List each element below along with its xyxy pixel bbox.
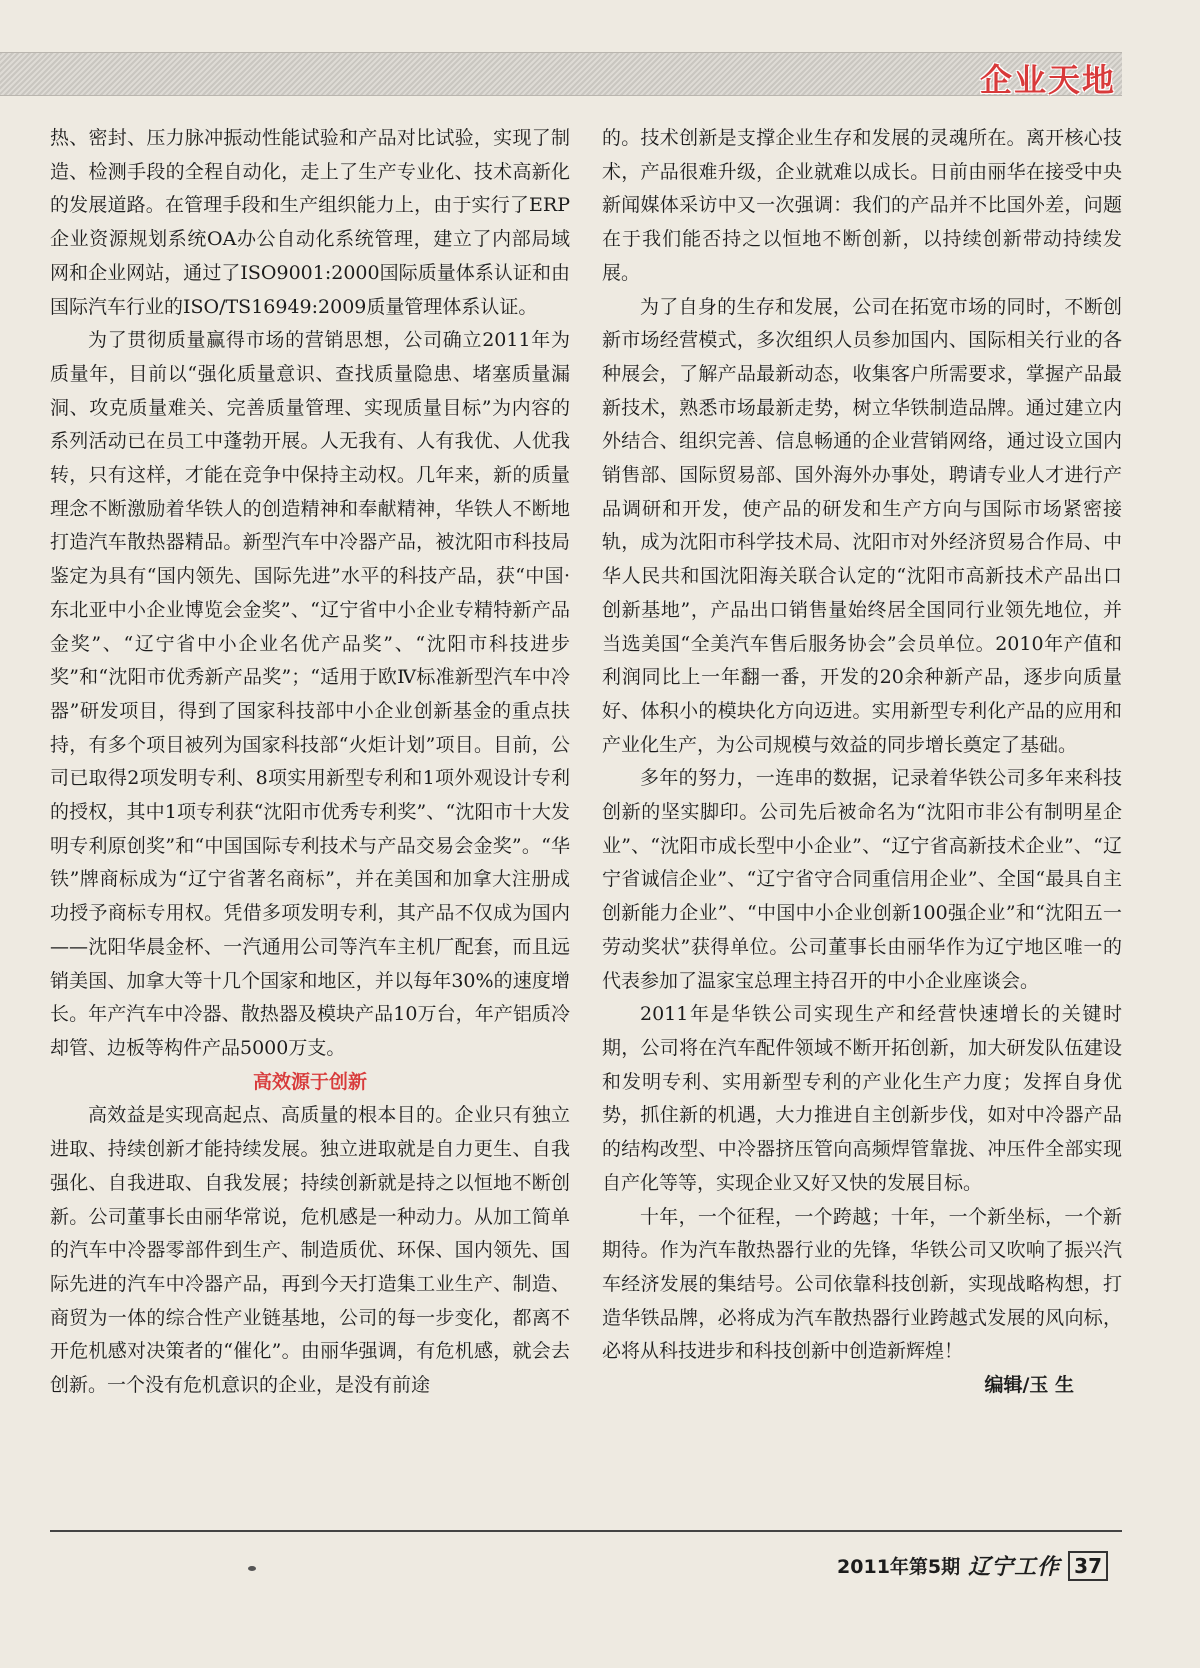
subheading: 高效源于创新 — [252, 1070, 367, 1093]
paragraph: 2011年是华铁公司实现生产和经营快速增长的关键时期，公司将在汽车配件领域不断开拓创新，加大研发队伍建设和发明专利、实用新型专利的产业化生产力度；发挥自身优势，抓住新的机遇，大力推进自主创新步伐，如对中冷器产品的结构改型、中冷器挤压管向高频焊管靠拢、冲压件全部实现自产化等等，实现企业又好又快的发展目标。 — [602, 1003, 1122, 1194]
paragraph: 为了自身的生存和发展，公司在拓宽市场的同时，不断创新市场经营模式，多次组织人员参加国内、国际相关行业的各种展会，了解产品最新动态，收集客户所需要求，掌握产品最新技术，熟悉市场最新走势，树立华铁制造品牌。通过建立内外结合、组织完善、信息畅通的企业营销网络，通过设立国内销售部、国际贸易部、国外海外办事处，聘请专业人才进行产品调研和开发，使产品的研发和生产方向与国际市场紧密接轨，成为沈阳市科学技术局、沈阳市对外经济贸易合作局、中华人民共和国沈阳海关联合认定的“沈阳市高新技术产品出口创新基地”，产品出口销售量始终居全国同行业领先地位，并当选美国“全美汽车售后服务协会”会员单位。2010年产值和利润同比上一年翻一番，开发的20余种新产品，逐步向质量好、体积小的模块化方向迈进。实用新型专利化产品的应用和产业化生产，为公司规模与效益的同步增长奠定了基础。 — [602, 295, 1122, 756]
magazine-title: 辽宁工作 — [968, 1554, 1061, 1580]
paragraph: 高效益是实现高起点、高质量的根本目的。企业只有独立进取、持续创新才能持续发展。独立进取就是自力更生、自我强化、自我进取、自我发展；持续创新就是持之以恒地不断创新。公司董事长由丽华常说，危机感是一种动力。从加工简单的汽车中冷器零部件到生产、制造质优、环保、国内领先、国际先进的汽车中冷器产品，再到今天打造集工业生产、制造、商贸为一体的综合性产业链基地，公司的每一步变化，都离不开危机感对决策者的“催化”。由丽华强调，有危机感，就会去创新。一个没有危机意识的企业，是没有前途 — [50, 1104, 570, 1397]
left-column — [50, 122, 570, 1403]
paragraph: 十年，一个征程，一个跨越；十年，一个新坐标，一个新期待。作为汽车散热器行业的先锋，华铁公司又吹响了振兴汽车经济发展的集结号。公司依靠科技创新，实现战略构想，打造华铁品牌，必将成为汽车散热器行业跨越式发展的风向标，必将从科技进步和科技创新中创造新辉煌！ — [602, 1205, 1122, 1363]
scan-speck — [248, 1566, 256, 1571]
issue-label: 2011年第5期 — [837, 1556, 961, 1578]
page-number: 37 — [1068, 1551, 1108, 1581]
editor-credit: 编辑/玉 生 — [984, 1374, 1074, 1397]
section-title: 企业天地 — [979, 61, 1116, 99]
paragraph: 多年的努力，一连串的数据，记录着华铁公司多年来科技创新的坚实脚印。公司先后被命名为“沈阳市非公有制明星企业”、“沈阳市成长型中小企业”、“辽宁省高新技术企业”、“辽宁省诚信企业”、“辽宁省守合同重信用企业”、全国“最具自主创新能力企业”、“中国中小企业创新100强企业”和“沈阳五一劳动奖状”获得单位。公司董事长由丽华作为辽宁地区唯一的代表参加了温家宝总理主持召开的中小企业座谈会。 — [602, 767, 1122, 992]
section-header-band — [0, 52, 1122, 99]
paragraph: 为了贯彻质量赢得市场的营销思想，公司确立2011年为质量年，目前以“强化质量意识、查找质量隐患、堵塞质量漏洞、攻克质量难关、完善质量管理、实现质量目标”为内容的系列活动已在员工中蓬勃开展。人无我有、人有我优、人优我转，只有这样，才能在竞争中保持主动权。几年来，新的质量理念不断激励着华铁人的创造精神和奉献精神，华铁人不断地打造汽车散热器精品。新型汽车中冷器产品，被沈阳市科技局鉴定为具有“国内领先、国际先进”水平的科技产品，获“中国·东北亚中小企业博览会金奖”、“辽宁省中小企业专精特新产品金奖”、“辽宁省中小企业名优产品奖”、“沈阳市科技进步奖”和“沈阳市优秀新产品奖”；“适用于欧Ⅳ标准新型汽车中冷器”研发项目，得到了国家科技部中小企业创新基金的重点扶持，有多个项目被列为国家科技部“火炬计划”项目。目前，公司已取得2项发明专利、8项实用新型专利和1项外观设计专利的授权，其中1项专利获“沈阳市优秀专利奖”、“沈阳市十大发明专利原创奖”和“中国国际专利技术与产品交易会金奖”。“华铁”牌商标成为“辽宁省著名商标”，并在美国和加拿大注册成功授予商标专用权。凭借多项发明专利，其产品不仅成为国内——沈阳华晨金杯、一汽通用公司等汽车主机厂配套，而且远销美国、加拿大等十几个国家和地区，并以每年30%的速度增长。年产汽车中冷器、散热器及模块产品10万台，年产铝质冷却管、边板等构件产品5000万支。 — [50, 329, 570, 1059]
paragraph: 的。技术创新是支撑企业生存和发展的灵魂所在。离开核心技术，产品很难升级，企业就难以成长。日前由丽华在接受中央新闻媒体采访中又一次强调：我们的产品并不比国外差，问题在于我们能否持之以恒地不断创新，以持续创新带动持续发展。 — [602, 127, 1122, 284]
footer-divider — [50, 1530, 1122, 1532]
paragraph: 热、密封、压力脉冲振动性能试验和产品对比试验，实现了制造、检测手段的全程自动化，走上了生产专业化、技术高新化的发展道路。在管理手段和生产组织能力上，由于实行了ERP企业资源规划系统OA办公自动化系统管理，建立了内部局域网和企业网站，通过了ISO9001:2000国际质量体系认证和由国际汽车行业的ISO/TS16949:2009质量管理体系认证。 — [50, 127, 570, 318]
page-footer — [837, 1550, 1108, 1581]
right-column — [602, 122, 1122, 1403]
